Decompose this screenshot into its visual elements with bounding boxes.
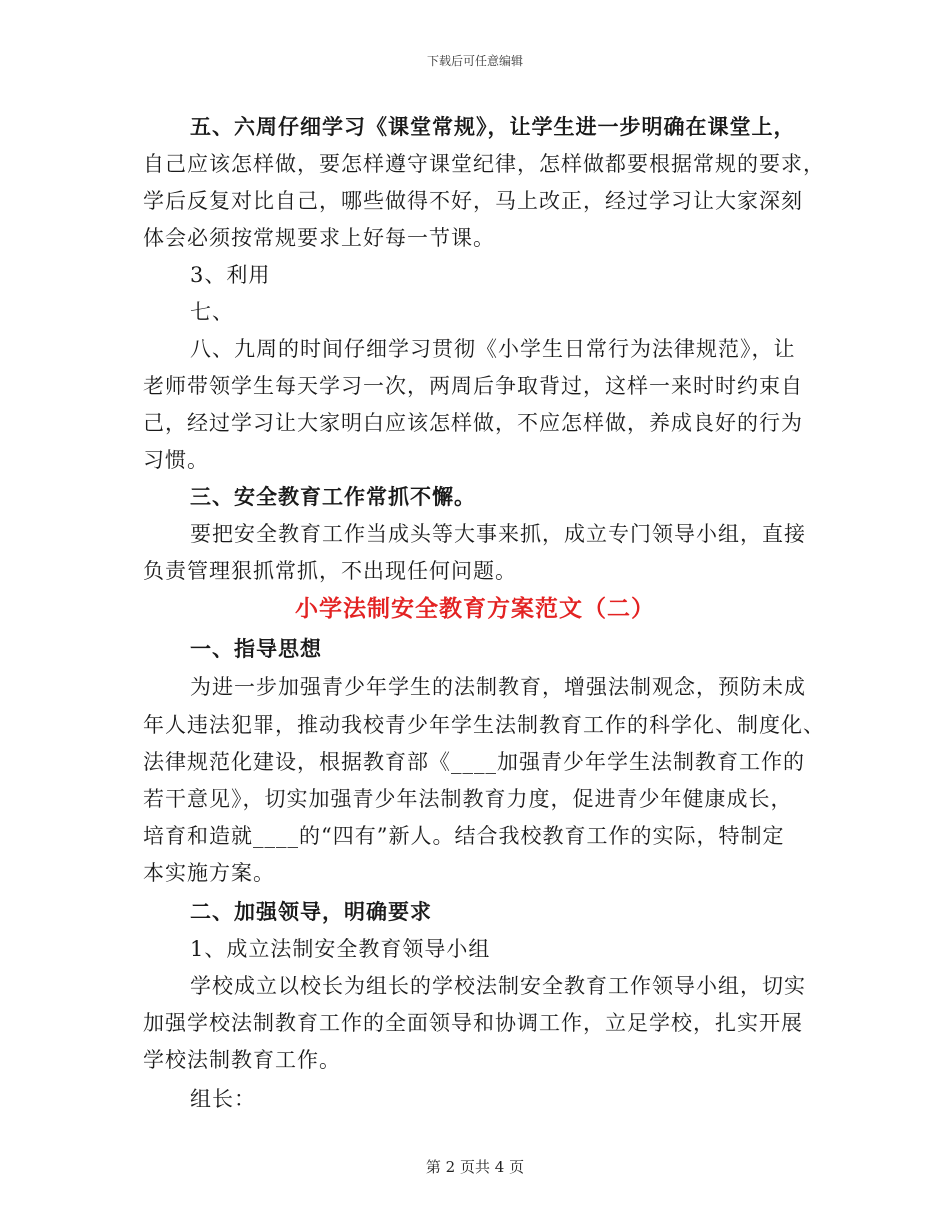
paragraph-five-line-2: 自己应该怎样做，要怎样遵守课堂纪律，怎样做都要根据常规的要求， (143, 152, 825, 176)
section-title: 小学法制安全教育方案范文（二） (295, 595, 655, 622)
item-one: 1、成立法制安全教育领导小组 (190, 937, 491, 961)
paragraph-guide-line-3: 法律规范化建设，根据教育部《____加强青少年学生法制教育工作的 (143, 750, 805, 774)
paragraph-guide-line-6: 本实施方案。 (143, 861, 275, 885)
paragraph-guide-line-4: 若干意见》，切实加强青少年法制教育力度，促进青少年健康成长， (143, 787, 793, 811)
heading-guide: 一、指导思想 (190, 636, 322, 661)
paragraph-lead-line-2: 加强学校法制教育工作的全面领导和协调工作，立足学校，扎实开展 (143, 1011, 803, 1035)
paragraph-guide-line-2: 年人违法犯罪，推动我校青少年学生法制教育工作的科学化、制度化、 (143, 713, 825, 737)
heading-lead: 二、加强领导，明确要求 (190, 899, 432, 924)
heading-safety: 三、安全教育工作常抓不懈。 (190, 484, 476, 509)
paragraph-lead-line-1: 学校成立以校长为组长的学校法制安全教育工作领导小组，切实 (190, 974, 806, 998)
paragraph-eight-line-4: 习惯。 (143, 448, 209, 472)
paragraph-eight-line-3: 己，经过学习让大家明白应该怎样做，不应怎样做，养成良好的行为 (143, 411, 803, 435)
paragraph-lead-line-3: 学校法制教育工作。 (143, 1048, 341, 1072)
paragraph-five-line-1: 五、六周仔细学习《课堂常规》，让学生进一步明确在课堂上， (190, 114, 796, 139)
paragraph-safety-line-1: 要把安全教育工作当成头等大事来抓，成立专门领导小组，直接 (190, 522, 806, 546)
paragraph-five-line-4: 体会必须按常规要求上好每一节课。 (143, 226, 495, 250)
paragraph-guide-line-1: 为进一步加强青少年学生的法制教育，增强法制观念，预防未成 (190, 675, 806, 699)
paragraph-safety-line-2: 负责管理狠抓常抓，不出现任何问题。 (143, 559, 517, 583)
paragraph-eight-line-2: 老师带领学生每天学习一次，两周后争取背过，这样一来时时约束自 (143, 374, 803, 398)
page-header: 下载后可任意编辑 (426, 54, 523, 68)
item-three: 3、利用 (190, 263, 271, 287)
paragraph-guide-line-5: 培育和造就____的“四有”新人。结合我校教育工作的实际，特制定 (143, 824, 785, 848)
page-footer: 第 2 页共 4 页 (425, 1158, 525, 1176)
leader-label: 组长： (190, 1087, 256, 1111)
paragraph-five-line-3: 学后反复对比自己，哪些做得不好，马上改正，经过学习让大家深刻 (143, 189, 803, 213)
paragraph-eight-line-1: 八、九周的时间仔细学习贯彻《小学生日常行为法律规范》，让 (190, 337, 796, 361)
item-seven: 七、 (190, 300, 234, 324)
